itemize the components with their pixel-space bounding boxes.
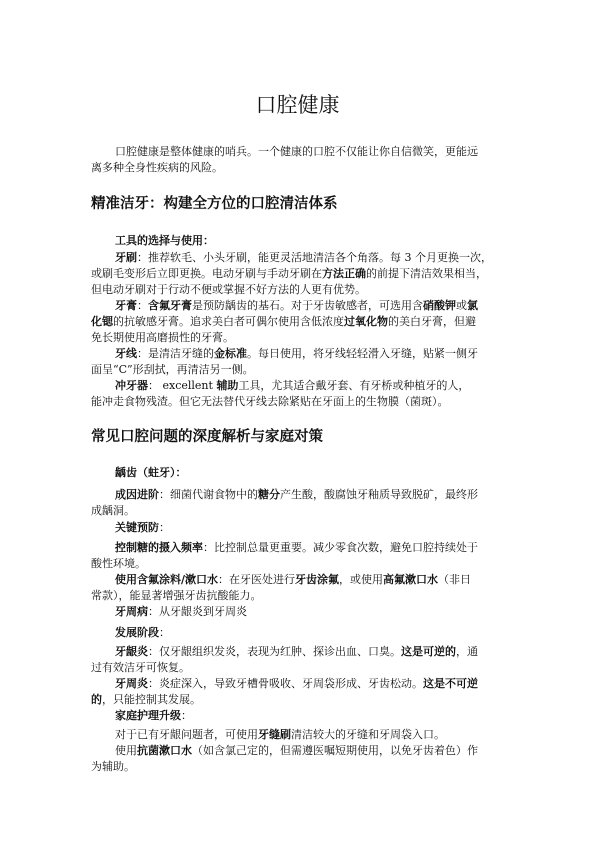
gingivitis-line-2: 过有效洁牙可恢复。 xyxy=(91,661,190,674)
gingivitis-line-1: 牙龈炎：仅牙龈组织发炎，表现为红肿、探诊出血、口臭。这是可逆的，通 xyxy=(115,645,478,658)
irrigator-line-2: 能冲走食物残渣。但它无法替代牙线去除紧贴在牙面上的生物膜（菌斑）。 xyxy=(91,395,449,408)
home-care-line-2: 使用抗菌漱口水（如含氯己定的，但需遵医嘱短期使用，以免牙齿着色）作 xyxy=(115,744,478,757)
prevention-label: 关键预防： xyxy=(115,521,170,534)
sugar-line-1: 控制糖的摄入频率：比控制总量更重要。减少零食次数，避免口腔持续处于 xyxy=(115,541,478,554)
home-care-label: 家庭护理升级： xyxy=(115,709,192,722)
section-1-heading: 精准洁牙：构建全方位的口腔清洁体系 xyxy=(91,196,338,212)
cause-line-2: 成龋洞。 xyxy=(91,504,135,517)
toothpaste-line-1: 牙膏：含氟牙膏是预防龋齿的基石。对于牙齿敏感者，可选用含硝酸钾或氯 xyxy=(115,299,478,312)
stages-label: 发展阶段： xyxy=(115,626,170,639)
intro-line-2: 离多种全身性疾病的风险。 xyxy=(91,161,223,174)
cause-line-1: 成因进阶：细菌代谢食物中的糖分产生酸，酸腐蚀牙釉质导致脱矿，最终形 xyxy=(115,488,478,501)
intro-line-1: 口腔健康是整体健康的哨兵。一个健康的口腔不仅能让你自信微笑，更能远 xyxy=(115,145,478,158)
irrigator-line-1: 冲牙器： excellent 辅助工具，尤其适合戴牙套、有牙桥或种植牙的人， xyxy=(115,379,470,392)
tools-label: 工具的选择与使用： xyxy=(115,234,214,247)
section-2-heading: 常见口腔问题的深度解析与家庭对策 xyxy=(91,429,323,445)
document-title: 口腔健康 xyxy=(255,93,340,117)
toothpaste-line-2: 化锶的抗敏感牙膏。追求美白者可偶尔使用含低浓度过氧化物的美白牙膏，但避 xyxy=(91,315,476,328)
caries-label: 龋齿（蛀牙）： xyxy=(115,466,187,479)
perio-line: 牙周病：从牙龈炎到牙周炎 xyxy=(115,605,247,618)
toothbrush-line-2: 或刷毛变形后立即更换。电动牙刷与手动牙刷在方法正确的前提下清洁效果相当， xyxy=(91,267,487,280)
toothpaste-line-3: 免长期使用高磨损性的牙膏。 xyxy=(91,331,234,344)
fluoride-line-1: 使用含氟涂料/漱口水：在牙医处进行牙齿涂氟，或使用高氟漱口水（非日 xyxy=(115,573,472,586)
home-care-line-3: 为辅助。 xyxy=(91,760,135,773)
toothbrush-line-3: 但电动牙刷对于行动不便或掌握不好方法的人更有优势。 xyxy=(91,283,366,296)
floss-line-1: 牙线：是清洁牙缝的金标准。每日使用，将牙线轻轻滑入牙缝，贴紧一侧牙 xyxy=(115,347,478,360)
fluoride-line-2: 常款），能显著增强牙齿抗酸能力。 xyxy=(91,589,262,602)
periodontitis-line-2: 的，只能控制其发展。 xyxy=(91,693,201,706)
home-care-line-1: 对于已有牙龈问题者，可使用牙缝刷清洁较大的牙缝和牙周袋入口。 xyxy=(115,728,445,741)
periodontitis-line-1: 牙周炎：炎症深入，导致牙槽骨吸收、牙周袋形成、牙齿松动。这是不可逆 xyxy=(115,677,478,690)
sugar-line-2: 酸性环境。 xyxy=(91,557,146,570)
toothbrush-line-1: 牙刷：推荐软毛、小头牙刷，能更灵活地清洁各个角落。每 3 个月更换一次， xyxy=(115,251,492,264)
floss-line-2: 面呈“C”形刮拭，再清洁另一侧。 xyxy=(91,363,254,376)
